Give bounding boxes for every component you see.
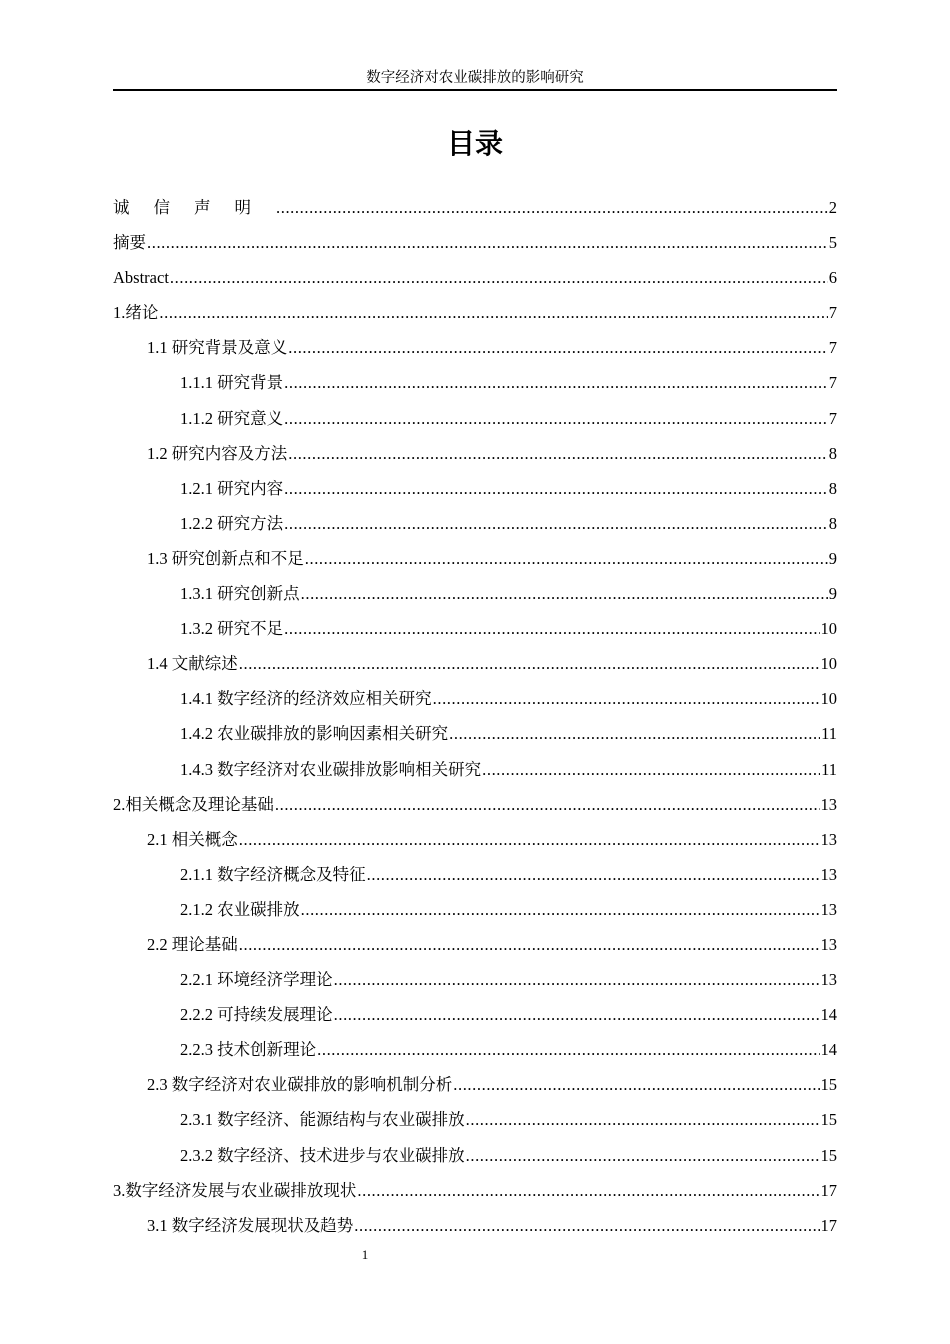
toc-entry[interactable] <box>113 892 837 927</box>
toc-entry[interactable] <box>113 681 837 716</box>
toc-dot-leader <box>301 892 820 927</box>
toc-dot-leader <box>239 822 820 857</box>
toc-dot-leader <box>449 716 820 751</box>
toc-entry[interactable] <box>113 225 837 260</box>
toc-entry-page: 8 <box>828 478 837 498</box>
toc-entry[interactable] <box>113 295 837 330</box>
toc-entry-page: 17 <box>820 1215 837 1235</box>
toc-dot-leader <box>334 997 820 1032</box>
toc-entry[interactable] <box>113 997 837 1032</box>
toc-entry[interactable] <box>113 541 837 576</box>
toc-entry-label: 1.2.1 研究内容 <box>180 478 284 498</box>
toc-entry-page: 13 <box>820 934 837 954</box>
toc-dot-leader <box>159 295 827 330</box>
toc-entry[interactable] <box>113 1032 837 1067</box>
toc-entry-label: 3.数字经济发展与农业碳排放现状 <box>113 1180 357 1200</box>
toc-entry[interactable] <box>113 611 837 646</box>
toc-entry-page: 10 <box>820 689 837 709</box>
toc-entry-label: 2.3.1 数字经济、能源结构与农业碳排放 <box>180 1110 465 1130</box>
toc-entry-page: 13 <box>820 864 837 884</box>
toc-entry-page: 13 <box>820 794 837 814</box>
page-number: 1 <box>361 1247 369 1262</box>
toc-dot-leader <box>275 787 820 822</box>
toc-entry[interactable] <box>113 646 837 681</box>
toc-entry-label: 2.1.1 数字经济概念及特征 <box>180 864 366 884</box>
toc-entry-page: 7 <box>828 408 837 428</box>
toc-entry-label: 3.1 数字经济发展现状及趋势 <box>147 1215 354 1235</box>
toc-entry-page: 15 <box>820 1075 837 1095</box>
toc-dot-leader <box>453 1067 819 1102</box>
toc-entry-label: 1.1.2 研究意义 <box>180 408 284 428</box>
toc-entry-label: 2.3 数字经济对农业碳排放的影响机制分析 <box>147 1075 453 1095</box>
toc-entry-page: 9 <box>828 548 837 568</box>
toc-entry-label: 2.1.2 农业碳排放 <box>180 899 300 919</box>
toc-entry[interactable] <box>113 260 837 295</box>
toc-entry[interactable] <box>113 365 837 400</box>
toc-entry-page: 14 <box>820 1005 837 1025</box>
toc-entry[interactable] <box>113 471 837 506</box>
toc-entry-page: 2 <box>828 198 837 217</box>
toc-entry-label: 1.绪论 <box>113 303 159 323</box>
toc-dot-leader <box>305 541 828 576</box>
toc-entry-label: 诚信声明 <box>113 198 275 217</box>
toc-dot-leader <box>239 646 820 681</box>
toc-entry-page: 15 <box>820 1145 837 1165</box>
toc-entry-label: 1.2 研究内容及方法 <box>147 443 288 463</box>
toc-entry-page: 13 <box>820 899 837 919</box>
toc-entry-label: 2.2.1 环境经济学理论 <box>180 970 333 990</box>
toc-entry-label: 1.1.1 研究背景 <box>180 373 284 393</box>
toc-entry-page: 17 <box>820 1180 837 1200</box>
toc-entry[interactable] <box>113 822 837 857</box>
toc-entry-label: 1.4.3 数字经济对农业碳排放影响相关研究 <box>180 759 482 779</box>
toc-entry-page: 9 <box>828 584 837 604</box>
toc-title: 目录 <box>446 127 503 160</box>
toc-entry[interactable] <box>113 576 837 611</box>
toc-entry[interactable] <box>113 716 837 751</box>
toc-dot-leader <box>433 681 820 716</box>
toc-entry[interactable] <box>113 1102 837 1137</box>
running-header: 数字经济对农业碳排放的影响研究 <box>113 68 837 91</box>
toc-entry-page: 13 <box>820 829 837 849</box>
toc-entry[interactable] <box>113 330 837 365</box>
toc-entry-page: 8 <box>828 443 837 463</box>
toc-entry-page: 6 <box>828 268 837 288</box>
toc-dot-leader <box>301 576 828 611</box>
toc-entry-label: 1.3.1 研究创新点 <box>180 584 300 604</box>
toc-entry-page: 13 <box>820 970 837 990</box>
toc-entry-label: 1.4.1 数字经济的经济效应相关研究 <box>180 689 432 709</box>
toc-dot-leader <box>354 1208 819 1243</box>
toc-entry-label: 1.4 文献综述 <box>147 654 238 674</box>
toc-entry-label: Abstract <box>113 268 169 288</box>
toc-entry-label: 1.4.2 农业碳排放的影响因素相关研究 <box>180 724 449 744</box>
toc-dot-leader <box>170 260 828 295</box>
toc-dot-leader <box>288 436 828 471</box>
toc-entry[interactable] <box>113 1067 837 1102</box>
toc-entry-label: 摘要 <box>113 233 146 253</box>
toc-dot-leader <box>239 927 820 962</box>
toc-entry-label: 2.2.2 可持续发展理论 <box>180 1005 333 1025</box>
toc-entry-label: 2.3.2 数字经济、技术进步与农业碳排放 <box>180 1145 465 1165</box>
toc-dot-leader <box>317 1032 819 1067</box>
toc-entry[interactable] <box>113 787 837 822</box>
toc-dot-leader <box>334 962 820 997</box>
toc-entry[interactable] <box>113 752 837 787</box>
toc-entry[interactable] <box>113 1173 837 1208</box>
toc-entry-label: 1.1 研究背景及意义 <box>147 338 288 358</box>
toc-entry-label: 1.3 研究创新点和不足 <box>147 548 304 568</box>
toc-entry-label: 2.2.3 技术创新理论 <box>180 1040 317 1060</box>
toc-entry-label: 2.相关概念及理论基础 <box>113 794 274 814</box>
toc-entry[interactable] <box>113 190 837 225</box>
toc-entry[interactable] <box>113 857 837 892</box>
toc-entry[interactable] <box>113 506 837 541</box>
toc-dot-leader <box>284 611 819 646</box>
toc-entry-label: 2.2 理论基础 <box>147 934 238 954</box>
toc-entry-page: 7 <box>828 303 837 323</box>
toc-dot-leader <box>284 365 828 400</box>
toc-entry-page: 7 <box>828 373 837 393</box>
toc-entry[interactable] <box>113 927 837 962</box>
toc-dot-leader <box>147 225 828 260</box>
toc-entry-page: 10 <box>820 654 837 674</box>
toc-entry-page: 10 <box>820 619 837 639</box>
toc-entry[interactable] <box>113 962 837 997</box>
toc-entry-label: 1.3.2 研究不足 <box>180 619 284 639</box>
toc-entry-page: 14 <box>820 1040 837 1060</box>
toc-entry[interactable] <box>113 401 837 436</box>
toc-entry-label: 1.2.2 研究方法 <box>180 513 284 533</box>
toc-entry[interactable] <box>113 1138 837 1173</box>
toc-dot-leader <box>466 1138 820 1173</box>
toc-entry-label: 2.1 相关概念 <box>147 829 238 849</box>
toc-entry-page: 15 <box>820 1110 837 1130</box>
toc-dot-leader <box>276 190 828 225</box>
toc-dot-leader <box>466 1102 820 1137</box>
toc-dot-leader <box>284 471 828 506</box>
toc-entry-page: 8 <box>828 513 837 533</box>
toc-entry-page: 11 <box>821 724 837 744</box>
toc-dot-leader <box>284 506 828 541</box>
toc-dot-leader <box>367 857 820 892</box>
toc-dot-leader <box>284 401 828 436</box>
toc-entry-page: 5 <box>828 233 837 253</box>
toc-dot-leader <box>288 330 828 365</box>
toc-dot-leader <box>357 1173 819 1208</box>
toc-dot-leader <box>482 752 820 787</box>
toc-entry-page: 11 <box>821 759 837 779</box>
table-of-contents <box>113 190 837 1243</box>
toc-entry[interactable] <box>113 1208 837 1243</box>
toc-entry[interactable] <box>113 436 837 471</box>
toc-entry-page: 7 <box>828 338 837 358</box>
